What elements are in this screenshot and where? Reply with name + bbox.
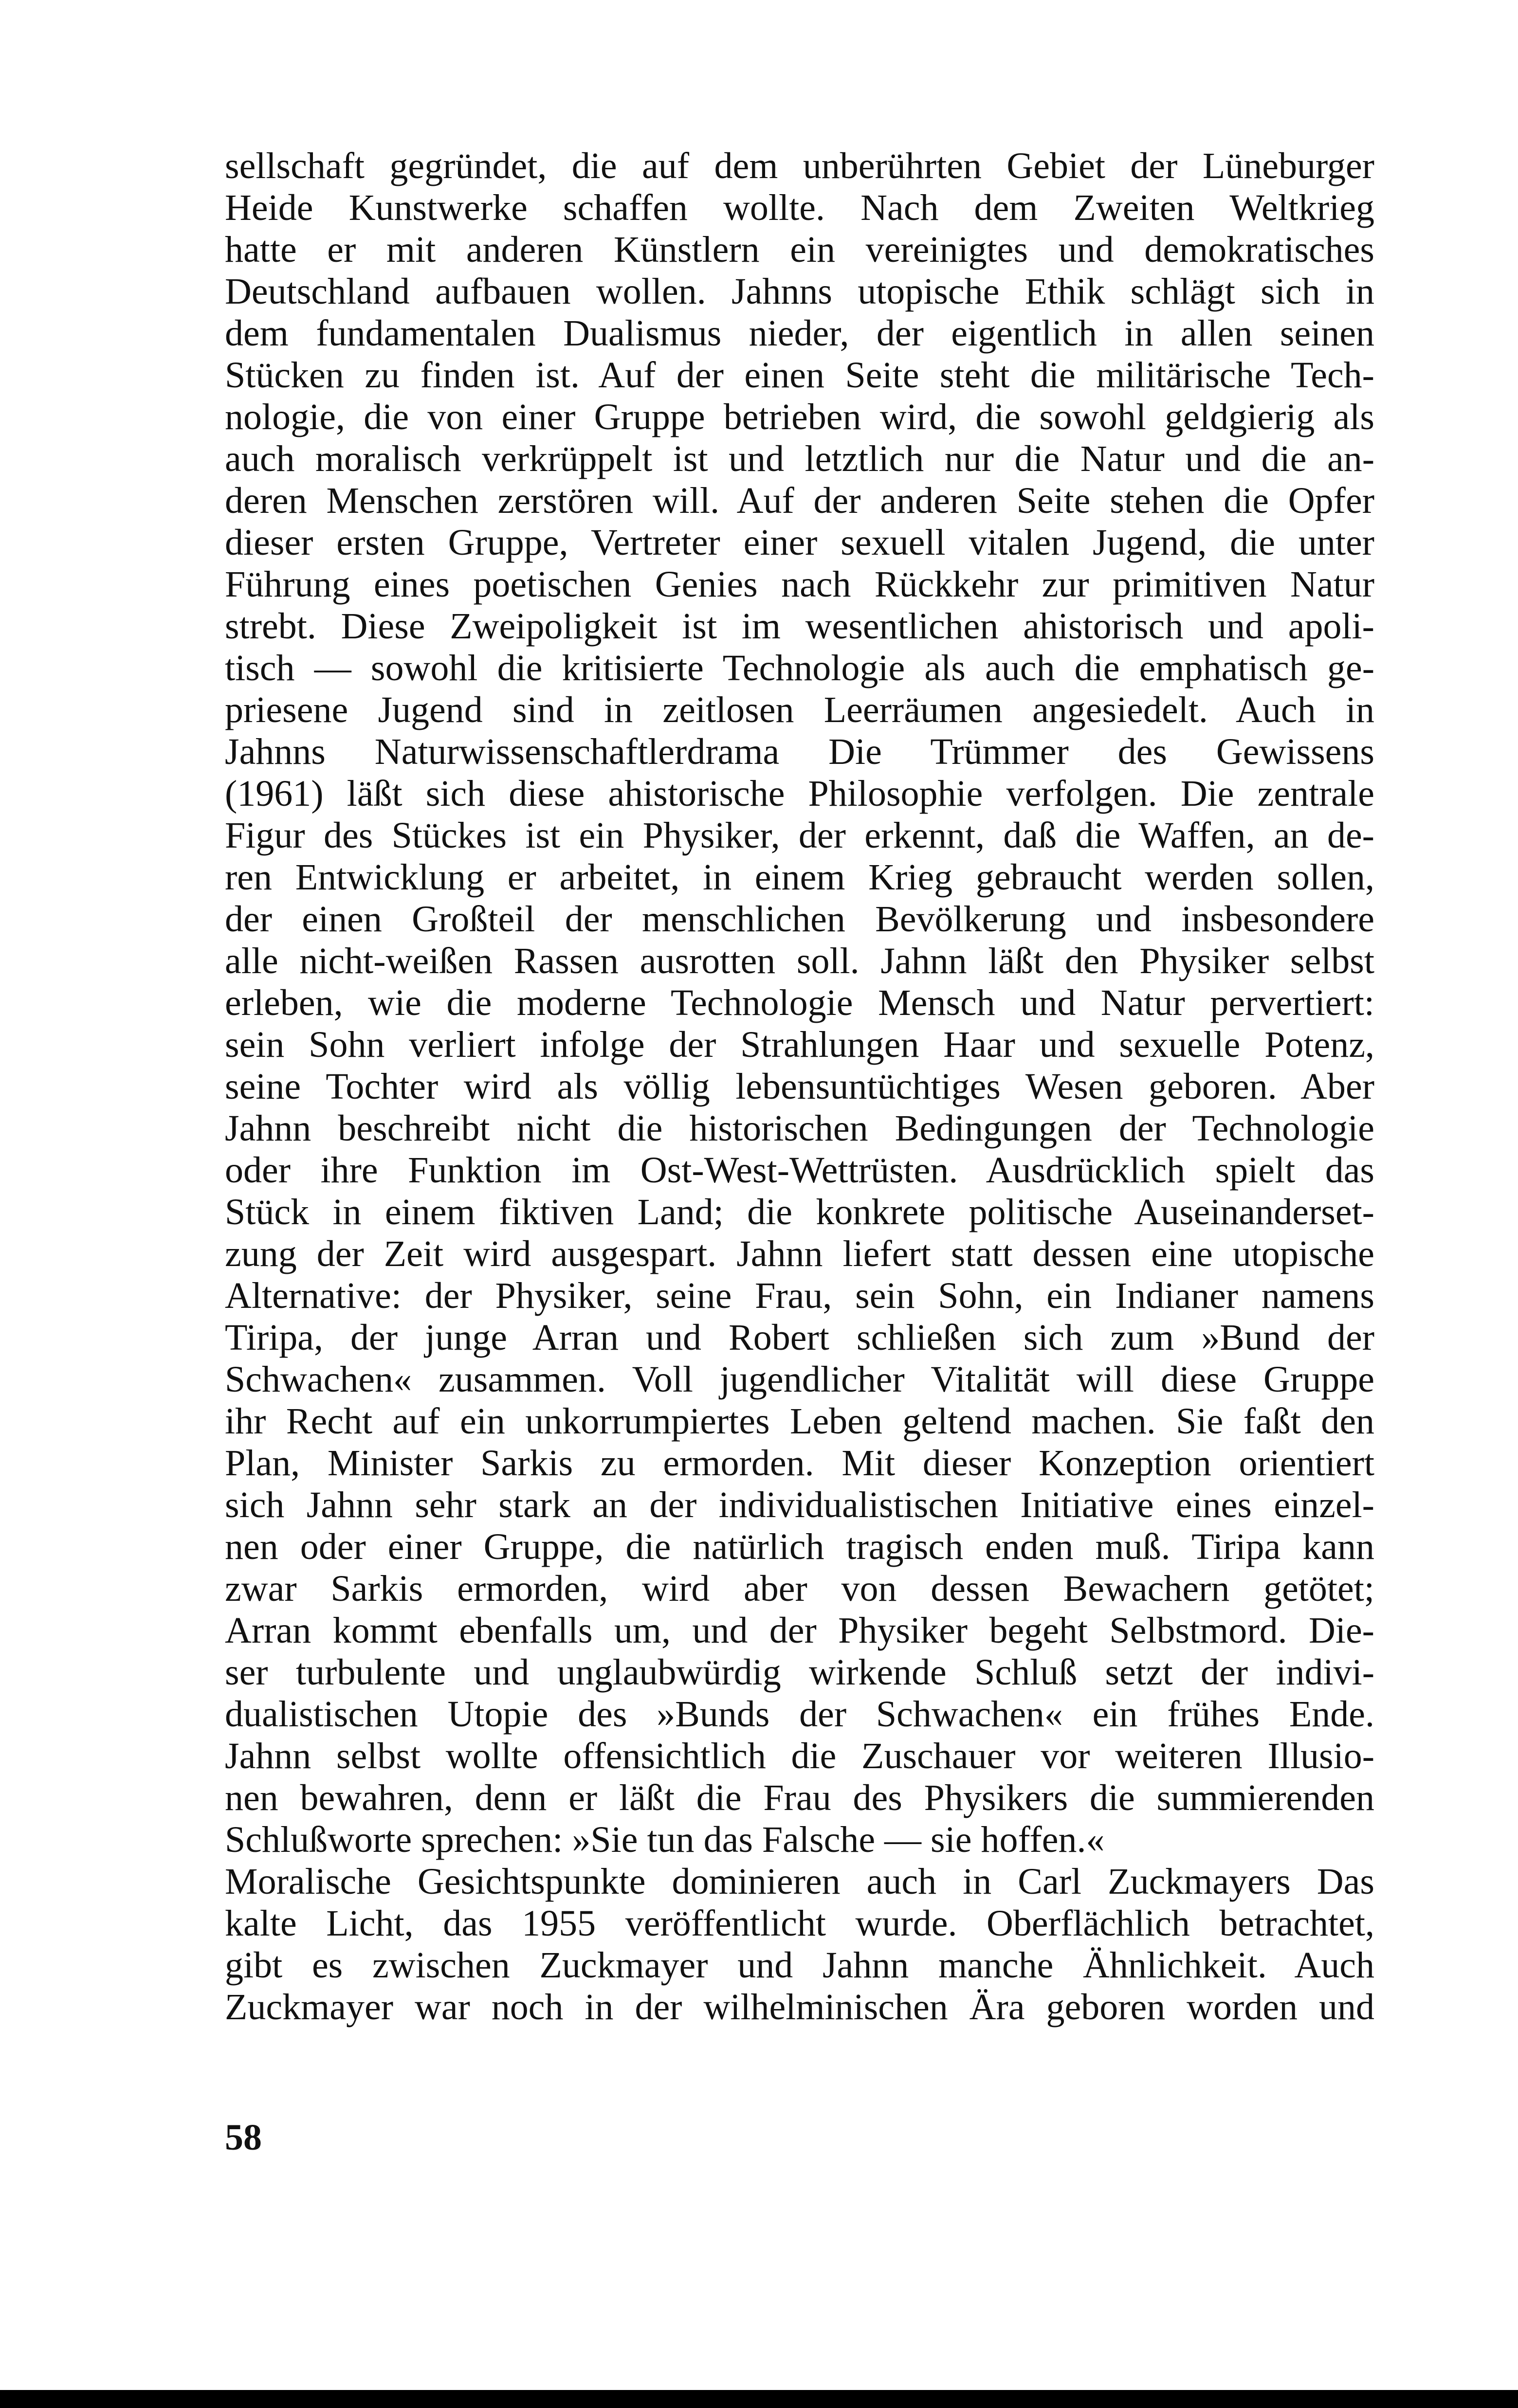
paragraph-2 [225, 1861, 1374, 2028]
text-line: dieser ersten Gruppe, Vertreter einer sexuell vitalen Jugend, die unter [225, 522, 1374, 563]
text-line: zwar Sarkis ermorden, wird aber von dessen Bewachern getötet; [225, 1568, 1374, 1609]
text-line: Stück in einem fiktiven Land; die konkrete politische Auseinanderset- [225, 1192, 1374, 1232]
text-line: ihr Recht auf ein unkorrumpiertes Leben geltend machen. Sie faßt den [225, 1401, 1374, 1442]
text-line: nologie, die von einer Gruppe betrieben wird, die sowohl geldgierig als [225, 397, 1374, 437]
scan-border [0, 2390, 1518, 2408]
text-line: der einen Großteil der menschlichen Bevölkerung und insbesondere [225, 899, 1374, 940]
text-line: auch moralisch verkrüppelt ist und letztlich nur die Natur und die an- [225, 438, 1374, 479]
text-line: Moralische Gesichtspunkte dominieren auch in Carl Zuckmayers Das [225, 1861, 1374, 1902]
text-line: Arran kommt ebenfalls um, und der Physiker begeht Selbstmord. Die- [225, 1610, 1374, 1651]
text-line: seine Tochter wird als völlig lebensuntüchtiges Wesen geboren. Aber [225, 1066, 1374, 1107]
text-line: Jahnn selbst wollte offensichtlich die Zuschauer vor weiteren Illusio- [225, 1736, 1374, 1776]
text-line: Stücken zu finden ist. Auf der einen Seite steht die militärische Tech- [225, 355, 1374, 396]
text-line: (1961) läßt sich diese ahistorische Philosophie verfolgen. Die zentrale [225, 773, 1374, 814]
text-line: sellschaft gegründet, die auf dem unberührten Gebiet der Lüneburger [225, 145, 1374, 186]
text-line: ser turbulente und unglaubwürdig wirkende Schluß setzt der indivi- [225, 1652, 1374, 1693]
text-line: sich Jahnn sehr stark an der individualistischen Initiative eines einzel- [225, 1485, 1374, 1525]
text-line: Schwachen« zusammen. Voll jugendlicher Vitalität will diese Gruppe [225, 1359, 1374, 1400]
text-line: ren Entwicklung er arbeitet, in einem Krieg gebraucht werden sollen, [225, 857, 1374, 898]
text-line: sein Sohn verliert infolge der Strahlungen Haar und sexuelle Potenz, [225, 1024, 1374, 1065]
text-line: kalte Licht, das 1955 veröffentlicht wurde. Oberflächlich betrachtet, [225, 1903, 1374, 1944]
text-line: dem fundamentalen Dualismus nieder, der eigentlich in allen seinen [225, 313, 1374, 354]
text-line: strebt. Diese Zweipoligkeit ist im wesentlichen ahistorisch und apoli- [225, 606, 1374, 647]
text-line: alle nicht-weißen Rassen ausrotten soll. Jahnn läßt den Physiker selbst [225, 941, 1374, 981]
page-number: 58 [225, 2117, 262, 2158]
text-line: Deutschland aufbauen wollen. Jahnns utopische Ethik schlägt sich in [225, 271, 1374, 312]
text-line: tisch — sowohl die kritisierte Technologie als auch die emphatisch ge- [225, 648, 1374, 688]
text-line: Schlußworte sprechen: »Sie tun das Falsche — sie hoffen.« [225, 1819, 1105, 1860]
text-line: dualistischen Utopie des »Bunds der Schwachen« ein frühes Ende. [225, 1694, 1374, 1735]
text-line: Zuckmayer war noch in der wilhelminischen Ära geboren worden und [225, 1987, 1374, 2028]
text-line: Figur des Stückes ist ein Physiker, der erkennt, daß die Waffen, an de- [225, 815, 1374, 856]
text-line: Führung eines poetischen Genies nach Rückkehr zur primitiven Natur [225, 564, 1374, 605]
text-line: oder ihre Funktion im Ost-West-Wettrüsten. Ausdrücklich spielt das [225, 1150, 1374, 1191]
text-line: Plan, Minister Sarkis zu ermorden. Mit dieser Konzeption orientiert [225, 1443, 1374, 1484]
text-line: Heide Kunstwerke schaffen wollte. Nach dem Zweiten Weltkrieg [225, 187, 1374, 228]
text-line: nen bewahren, denn er läßt die Frau des Physikers die summierenden [225, 1777, 1374, 1818]
text-line: Alternative: der Physiker, seine Frau, sein Sohn, ein Indianer namens [225, 1275, 1374, 1316]
text-line: Jahnn beschreibt nicht die historischen Bedingungen der Technologie [225, 1108, 1374, 1149]
paragraph-1 [225, 145, 1374, 1861]
text-line: priesene Jugend sind in zeitlosen Leerräumen angesiedelt. Auch in [225, 689, 1374, 730]
text-line: gibt es zwischen Zuckmayer und Jahnn manche Ähnlichkeit. Auch [225, 1945, 1374, 1986]
text-line: Jahnns Naturwissenschaftlerdrama Die Trümmer des Gewissens [225, 731, 1374, 772]
text-line: deren Menschen zerstören will. Auf der anderen Seite stehen die Opfer [225, 480, 1374, 521]
body-text [225, 145, 1374, 2028]
text-line: nen oder einer Gruppe, die natürlich tragisch enden muß. Tiripa kann [225, 1526, 1374, 1567]
text-line: zung der Zeit wird ausgespart. Jahnn liefert statt dessen eine utopische [225, 1233, 1374, 1274]
text-line: hatte er mit anderen Künstlern ein vereinigtes und demokratisches [225, 229, 1374, 270]
text-line: Tiripa, der junge Arran und Robert schließen sich zum »Bund der [225, 1317, 1374, 1358]
text-line: erleben, wie die moderne Technologie Mensch und Natur pervertiert: [225, 982, 1374, 1023]
